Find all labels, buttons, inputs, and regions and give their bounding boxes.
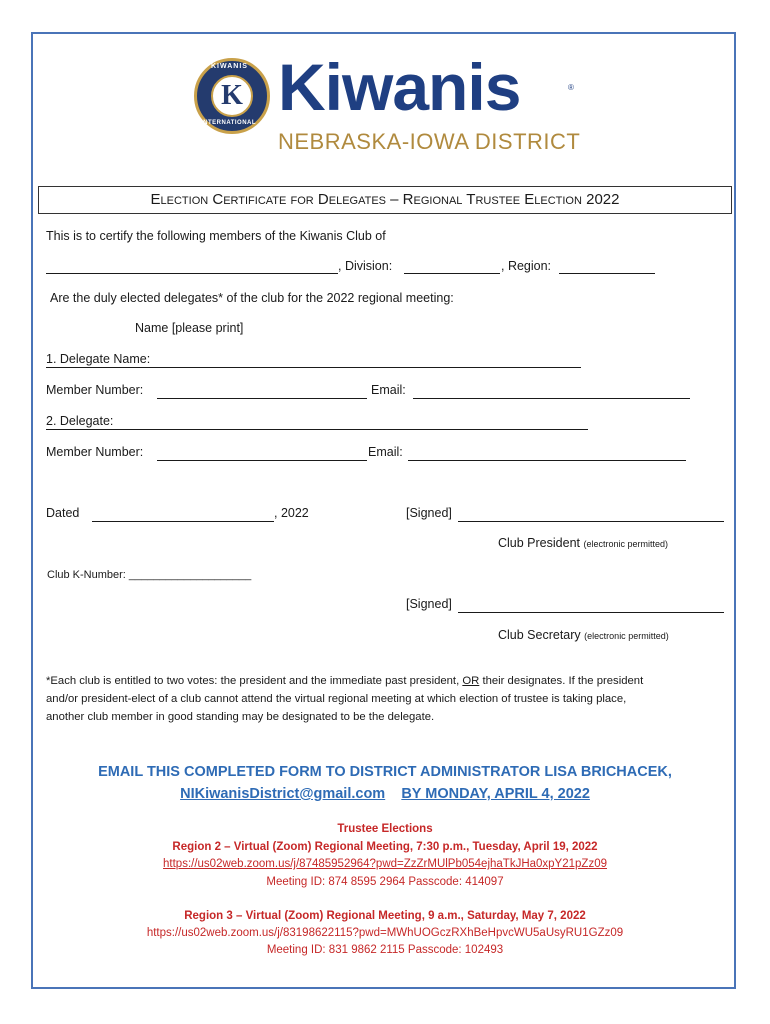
email-field-2[interactable]: [408, 460, 686, 461]
region3-heading: Region 3 – Virtual (Zoom) Regional Meeting, 9 a.m., Saturday, May 7, 2022: [184, 910, 586, 922]
club-name-field[interactable]: [46, 273, 338, 274]
region3-meeting-id: Meeting ID: 831 9862 2115 Passcode: 102493: [266, 944, 504, 956]
club-k-number: Club K-Number: ____________________: [47, 569, 252, 581]
email-label-2: Email:: [368, 445, 403, 459]
region3-zoom-link[interactable]: https://us02web.zoom.us/j/83198622115?pwd=MWhUOGczRXhBeHpvcWU5aUsyRU1GZz09: [146, 927, 624, 939]
division-label: , Division:: [338, 259, 393, 273]
delegate2-label: 2. Delegate:: [46, 414, 114, 428]
member-number-label-2: Member Number:: [46, 445, 144, 459]
email-instruction: EMAIL THIS COMPLETED FORM TO DISTRICT ADMINISTRATOR LISA BRICHACEK,: [98, 764, 672, 780]
kiwanis-seal-icon: [194, 58, 270, 134]
president-signature-field[interactable]: [458, 521, 724, 522]
delegate2-name-field[interactable]: [46, 429, 588, 430]
region-field[interactable]: [559, 273, 655, 274]
club-secretary-label: Club Secretary: [498, 628, 581, 642]
name-print-label: Name [please print]: [135, 321, 244, 335]
signed-label-1: [Signed]: [406, 506, 452, 520]
email-label-1: Email:: [371, 383, 406, 397]
footnote-line-1: [46, 675, 643, 687]
footnote-part1: *Each club is entitled to two votes: the president and the immediate past president,: [46, 675, 460, 687]
footnote-line-3: another club member in good standing may be designated to be the delegate.: [46, 711, 435, 723]
electronic-permitted-2: (electronic permitted): [584, 631, 669, 641]
trustee-elections-heading: Trustee Elections: [337, 823, 433, 835]
footnote-line-2: and/or president-elect of a club cannot attend the virtual regional meeting at which election of trustee is taking place,: [46, 693, 627, 705]
footnote-or: OR: [462, 675, 480, 687]
certify-text: This is to certify the following members of the Kiwanis Club of: [46, 229, 386, 243]
member-number-label-1: Member Number:: [46, 383, 144, 397]
electronic-permitted-1: (electronic permitted): [583, 539, 669, 549]
email-deadline-line: [0, 786, 770, 802]
district-email-link[interactable]: NIKiwanisDistrict@gmail.com: [180, 786, 386, 802]
year-suffix: , 2022: [274, 506, 309, 520]
region2-zoom-link[interactable]: https://us02web.zoom.us/j/87485952964?pwd=ZzZrMUlPb054ejhaTkJHa0xpY21pZz09: [163, 858, 607, 870]
page-title: Election Certificate for Delegates – Regional Trustee Election 2022: [38, 186, 732, 214]
seal-top-text: KIWANIS: [211, 63, 248, 70]
club-president-label: Club President: [498, 536, 580, 550]
email-field-1[interactable]: [413, 398, 690, 399]
region2-heading: Region 2 – Virtual (Zoom) Regional Meeting, 7:30 p.m., Tuesday, April 19, 2022: [172, 841, 598, 853]
brand-name: Kiwanis: [278, 50, 521, 124]
member-number-field-1[interactable]: [157, 398, 367, 399]
seal-bottom-text: INTERNATIONAL: [201, 120, 257, 126]
region-label: , Region:: [501, 259, 552, 273]
duly-elected-text: Are the duly elected delegates* of the club for the 2022 regional meeting:: [50, 291, 454, 305]
footnote-part2: their designates. If the president: [482, 675, 644, 687]
club-secretary-caption: [498, 628, 669, 642]
kiwanis-logo: [188, 50, 584, 161]
club-president-caption: [498, 536, 668, 550]
seal-letter: K: [221, 80, 243, 111]
delegate1-name-field[interactable]: [46, 367, 581, 368]
registered-mark: ®: [568, 83, 574, 92]
secretary-signature-field[interactable]: [458, 612, 724, 613]
region2-meeting-id: Meeting ID: 874 8595 2964 Passcode: 414097: [266, 876, 504, 888]
division-field[interactable]: [404, 273, 500, 274]
date-field[interactable]: [92, 521, 274, 522]
member-number-field-2[interactable]: [157, 460, 367, 461]
district-name: NEBRASKA-IOWA DISTRICT: [278, 129, 581, 154]
deadline-text: BY MONDAY, APRIL 4, 2022: [401, 786, 590, 802]
dated-label: Dated: [46, 506, 80, 520]
signed-label-2: [Signed]: [406, 597, 452, 611]
delegate1-label: 1. Delegate Name:: [46, 352, 151, 366]
